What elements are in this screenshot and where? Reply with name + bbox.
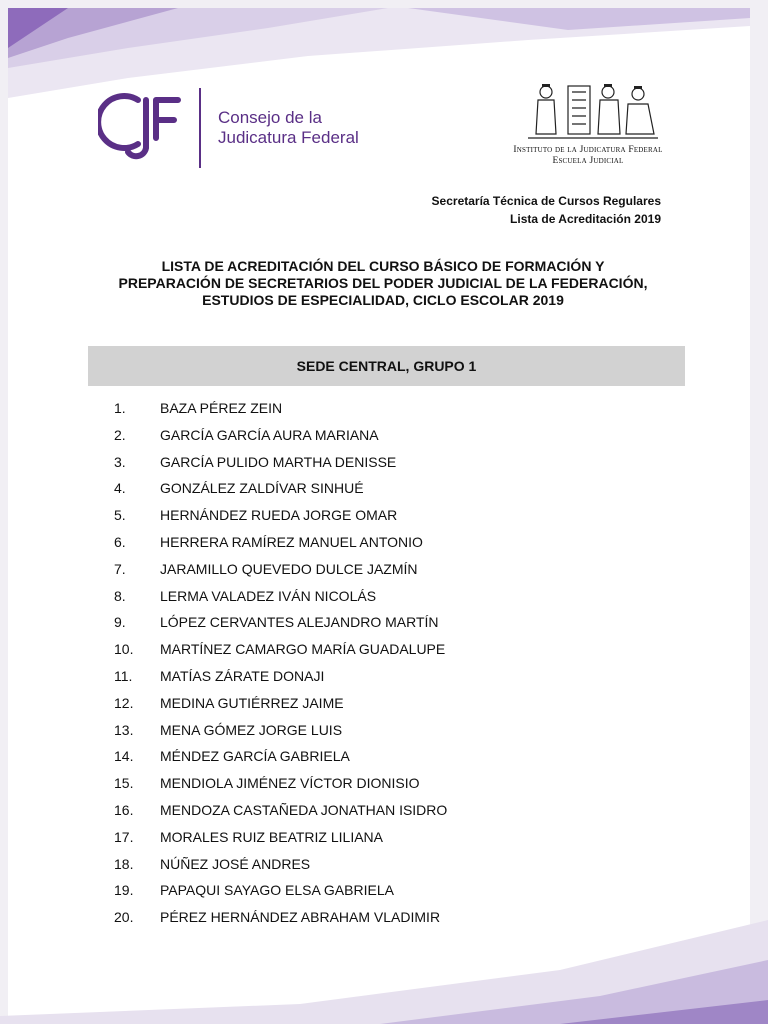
item-number: 15. (114, 775, 134, 792)
list-item (8, 557, 750, 584)
cjf-name-line2: Judicatura Federal (218, 128, 359, 147)
item-number: 10. (114, 641, 134, 658)
item-name: LÓPEZ CERVANTES ALEJANDRO MARTÍN (160, 614, 439, 631)
item-name: GARCÍA GARCÍA AURA MARIANA (160, 426, 379, 443)
list-item (8, 530, 750, 557)
item-number: 3. (114, 453, 126, 470)
item-number: 9. (114, 614, 126, 631)
list-item (8, 503, 750, 530)
list-item (8, 771, 750, 798)
list-item (8, 798, 750, 825)
item-number: 5. (114, 507, 126, 524)
list-item (8, 423, 750, 450)
item-name: MÉNDEZ GARCÍA GABRIELA (160, 748, 350, 765)
item-number: 19. (114, 882, 134, 899)
office-line1: Secretaría Técnica de Cursos Regulares (431, 194, 661, 208)
item-number: 11. (114, 667, 133, 684)
list-item (8, 718, 750, 745)
item-name: HERRERA RAMÍREZ MANUEL ANTONIO (160, 533, 423, 550)
item-name: MENDOZA CASTAÑEDA JONATHAN ISIDRO (160, 801, 448, 818)
item-name: MATÍAS ZÁRATE DONAJI (160, 667, 325, 684)
item-name: BAZA PÉREZ ZEIN (160, 400, 283, 416)
item-number: 6. (114, 533, 126, 550)
list-item (8, 450, 750, 477)
item-name: LERMA VALADEZ IVÁN NICOLÁS (160, 587, 377, 604)
item-name: MENDIOLA JIMÉNEZ VÍCTOR DIONISIO (160, 775, 420, 792)
item-number: 2. (114, 426, 126, 443)
seal-caption (498, 145, 678, 167)
list-item (8, 691, 750, 718)
item-number: 17. (114, 828, 134, 845)
cjf-logo (98, 88, 208, 168)
item-name: NÚÑEZ JOSÉ ANDRES (160, 855, 311, 872)
list-item (8, 476, 750, 503)
item-name: MEDINA GUTIÉRREZ JAIME (160, 694, 344, 711)
item-number: 12. (114, 694, 134, 711)
seal-caption-line2: Escuela Judicial (552, 156, 624, 166)
item-number: 14. (114, 748, 134, 765)
document-page (8, 8, 750, 1016)
item-number: 16. (114, 801, 134, 818)
item-number: 1. (114, 400, 126, 416)
list-item (8, 852, 750, 879)
item-name: GONZÁLEZ ZALDÍVAR SINHUÉ (160, 480, 364, 497)
document-title (88, 258, 678, 309)
title-line3: ESTUDIOS DE ESPECIALIDAD, CICLO ESCOLAR 2019 (202, 292, 564, 308)
office-line2: Lista de Acreditación 2019 (510, 212, 661, 226)
list-item (8, 744, 750, 771)
item-name: PAPAQUI SAYAGO ELSA GABRIELA (160, 882, 394, 899)
item-name: MORALES RUIZ BEATRIZ LILIANA (160, 828, 384, 845)
seal-caption-line1: Instituto de la Judicatura Federal (513, 145, 663, 155)
item-number: 4. (114, 480, 126, 497)
item-name: MENA GÓMEZ JORGE LUIS (160, 721, 343, 738)
accreditation-list (8, 396, 750, 932)
group-heading-label: SEDE CENTRAL, GRUPO 1 (296, 358, 477, 374)
item-name: MARTÍNEZ CAMARGO MARÍA GUADALUPE (160, 641, 446, 658)
item-number: 20. (114, 909, 134, 926)
item-number: 18. (114, 855, 134, 872)
list-item (8, 396, 750, 423)
item-name: GARCÍA PULIDO MARTHA DENISSE (160, 453, 397, 470)
item-number: 13. (114, 721, 134, 738)
office-info (432, 192, 661, 228)
footer-decoration (0, 900, 768, 1024)
item-name: JARAMILLO QUEVEDO DULCE JAZMÍN (160, 560, 418, 577)
list-item (8, 637, 750, 664)
list-item (8, 664, 750, 691)
list-item (8, 584, 750, 611)
item-number: 7. (114, 560, 126, 577)
item-name: PÉREZ HERNÁNDEZ ABRAHAM VLADIMIR (160, 909, 441, 926)
title-line1: LISTA DE ACREDITACIÓN DEL CURSO BÁSICO DE FORMACIÓN Y (161, 258, 605, 274)
group-heading (88, 346, 685, 386)
cjf-name-line1: Consejo de la (218, 108, 322, 127)
institute-seal (528, 78, 658, 142)
cjf-name (218, 108, 359, 148)
list-item (8, 825, 750, 852)
item-number: 8. (114, 587, 126, 604)
title-line2: PREPARACIÓN DE SECRETARIOS DEL PODER JUDICIAL DE LA FEDERACIÓN, (118, 275, 648, 291)
item-name: HERNÁNDEZ RUEDA JORGE OMAR (160, 507, 398, 524)
list-item (8, 610, 750, 637)
